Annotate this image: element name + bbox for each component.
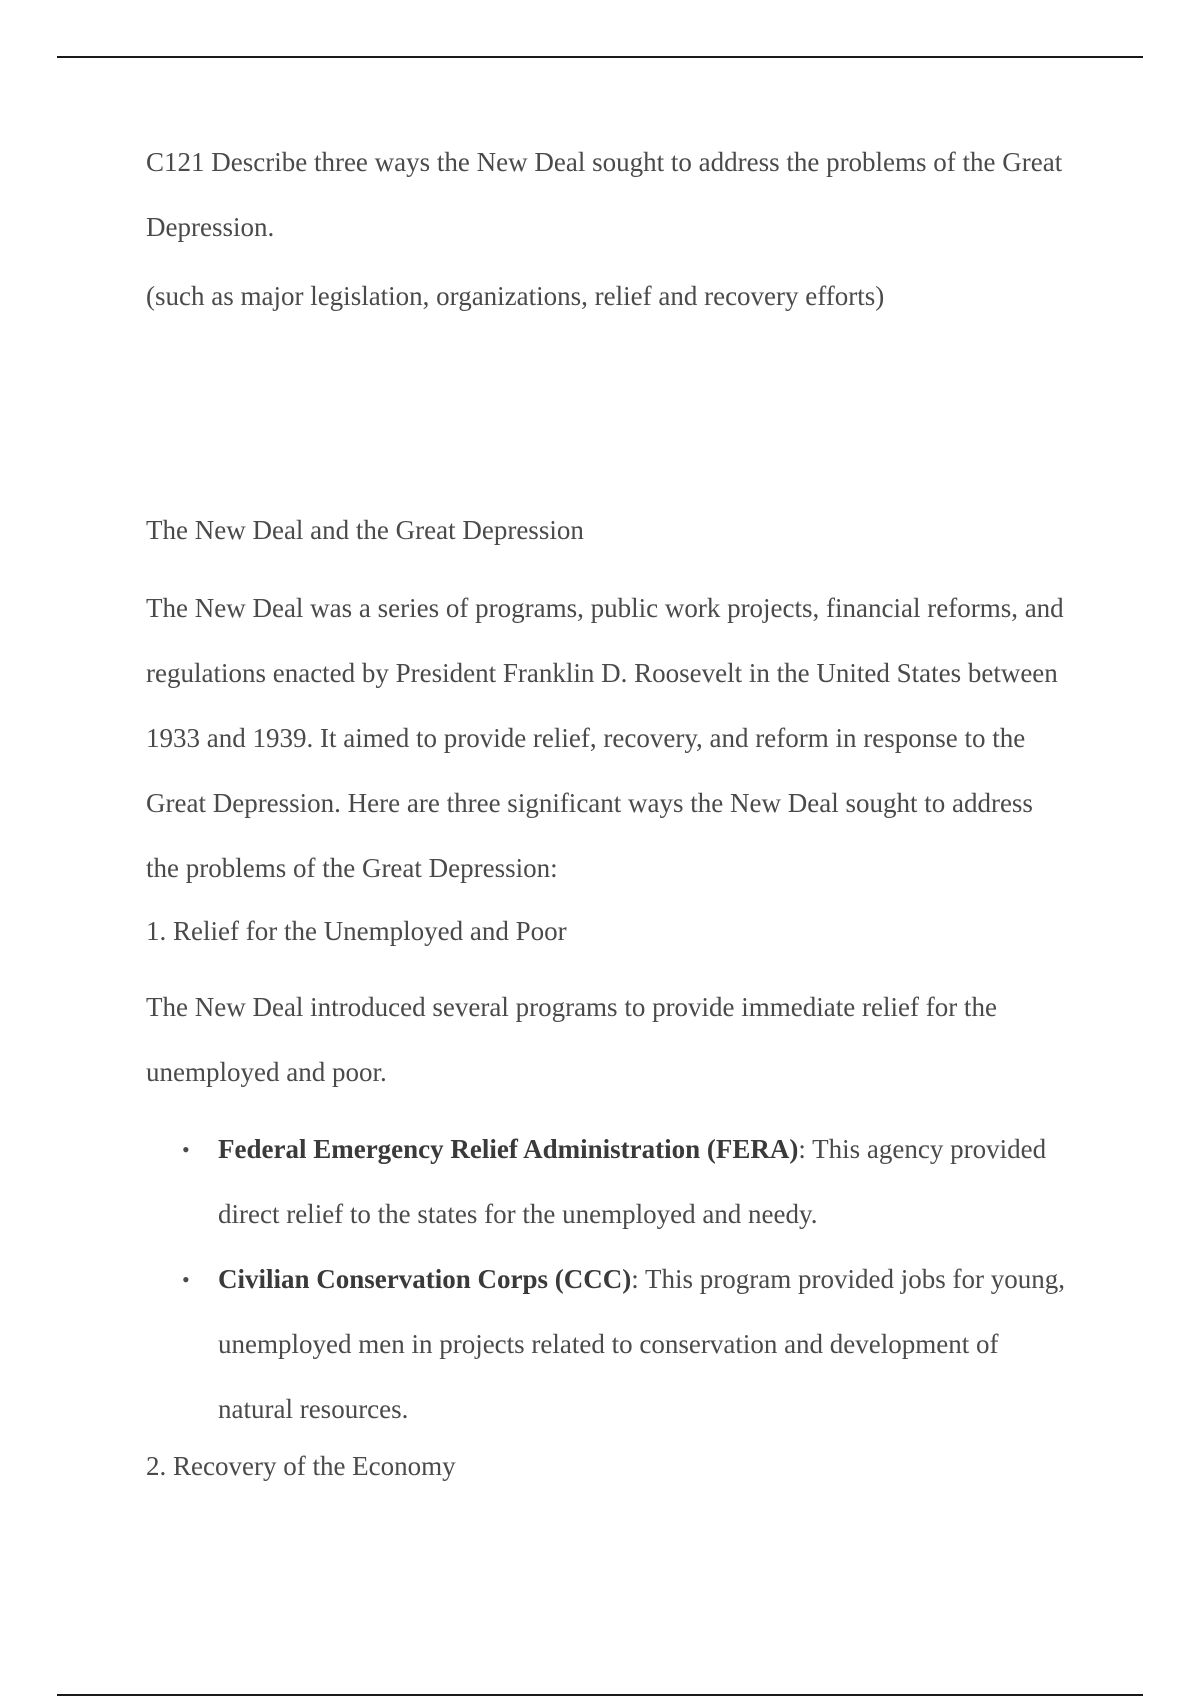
list-item (146, 1117, 1066, 1247)
bullet-text: : This program provided jobs for young, unemployed men in projects related to conservation and development of natural resources. (218, 1264, 1065, 1424)
heading-relief: 1. Relief for the Unemployed and Poor (146, 916, 567, 946)
intro-paragraph: The New Deal was a series of programs, public work projects, financial reforms, and regulations enacted by President Franklin D. Roosevelt in the United States between 1933 and 1939. It aimed to provide relief, recovery, and reform in response to the Great Depression. Here are three significant ways the New Deal sought to address the problems of the Great Depression: (146, 593, 1064, 883)
header-rule (57, 56, 1143, 58)
question-hint: (such as major legislation, organizations, relief and recovery efforts) (146, 281, 885, 311)
bullet-text: : This agency provided direct relief to the states for the unemployed and needy. (218, 1134, 1047, 1229)
bullet-icon: • (182, 1137, 190, 1162)
bullet-term: Federal Emergency Relief Administration (FERA) (218, 1134, 799, 1164)
bullet-icon: • (182, 1267, 190, 1292)
question-text: C121 Describe three ways the New Deal sought to address the problems of the Great Depression. (146, 147, 1063, 242)
list-item (146, 1247, 1066, 1442)
heading-recovery: 2. Recovery of the Economy (146, 1451, 456, 1481)
footer-rule (57, 1694, 1143, 1696)
bullet-term: Civilian Conservation Corps (CCC) (218, 1264, 632, 1294)
document-body (146, 130, 1066, 1486)
section-title: The New Deal and the Great Depression (146, 515, 584, 545)
relief-bullet-list (146, 1117, 1066, 1442)
relief-paragraph: The New Deal introduced several programs to provide immediate relief for the unemployed and poor. (146, 992, 997, 1087)
